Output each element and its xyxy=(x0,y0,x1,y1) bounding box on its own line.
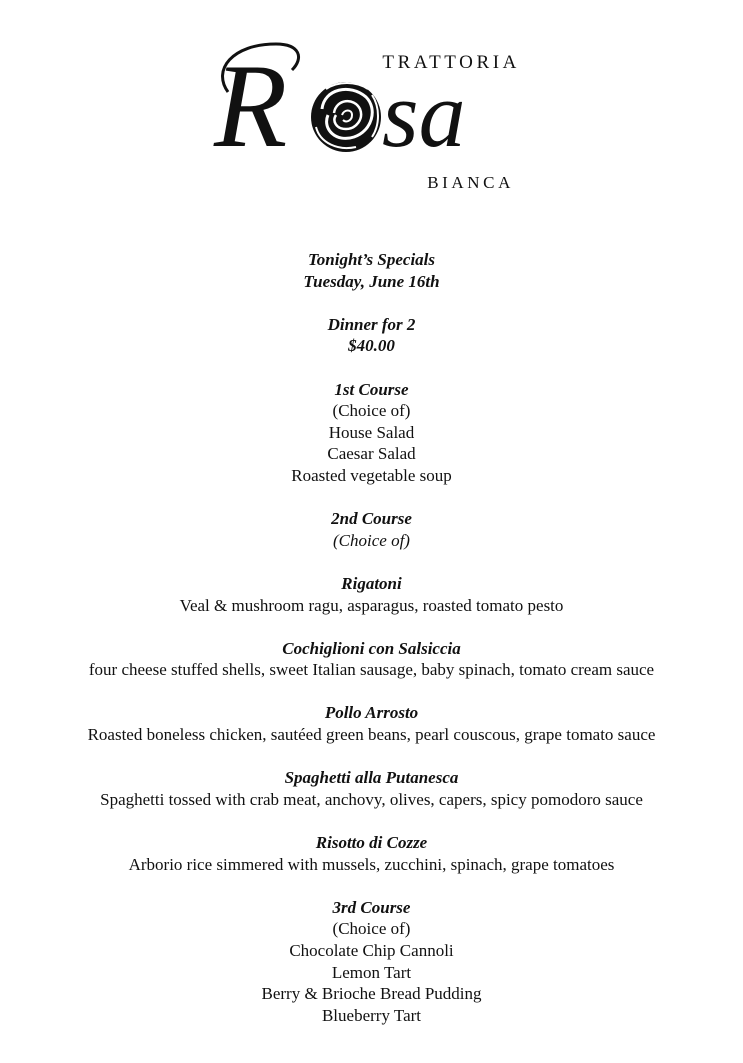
specials-menu xyxy=(0,249,743,1026)
third-course-title: 3rd Course xyxy=(332,897,411,917)
dish-description: Veal & mushroom ragu, asparagus, roasted tomato pesto xyxy=(179,595,564,615)
dish-name: Rigatoni xyxy=(341,573,402,593)
third-course-item: Berry & Brioche Bread Pudding xyxy=(261,984,482,1004)
dish-description: Spaghetti tossed with crab meat, anchovy, olives, capers, spicy pomodoro sauce xyxy=(100,789,643,809)
menu-date: Tuesday, June 16th xyxy=(303,271,440,291)
third-course-item: Blueberry Tart xyxy=(321,1005,422,1025)
logo-bottom-word: BIANCA xyxy=(427,173,514,192)
restaurant-logo xyxy=(0,0,743,200)
third-course-item: Chocolate Chip Cannoli xyxy=(289,941,454,960)
offer-label: Dinner for 2 xyxy=(327,314,416,334)
logo-top-word: TRATTORIA xyxy=(382,52,520,73)
second-course-title: 2nd Course xyxy=(331,509,412,529)
dish-name: Risotto di Cozze xyxy=(315,833,428,853)
dish-description: four cheese stuffed shells, sweet Italian sausage, baby spinach, tomato cream sauce xyxy=(88,660,655,680)
first-course-item: Roasted vegetable soup xyxy=(291,465,452,485)
first-course-note: (Choice of) xyxy=(332,401,411,421)
dish-name: Cochiglioni con Salsiccia xyxy=(282,638,461,658)
dish-name: Spaghetti alla Putanesca xyxy=(284,768,459,788)
logo-letters-sa: sa xyxy=(382,63,466,167)
third-course-item: Lemon Tart xyxy=(331,962,412,982)
first-course-title: 1st Course xyxy=(334,379,409,399)
first-course-item: Caesar Salad xyxy=(327,444,416,464)
dish-name: Pollo Arrosto xyxy=(324,703,419,723)
third-course-note: (Choice of) xyxy=(332,919,411,939)
first-course-item: House Salad xyxy=(328,422,415,442)
logo-letter-r: R xyxy=(214,39,288,172)
second-course-note: (Choice of) xyxy=(333,530,410,550)
offer-price: $40.00 xyxy=(348,336,395,356)
rose-icon xyxy=(311,82,381,152)
dish-description: Roasted boneless chicken, sautéed green beans, pearl couscous, grape tomato sauce xyxy=(87,725,656,745)
menu-title: Tonight’s Specials xyxy=(307,250,436,269)
dish-description: Arborio rice simmered with mussels, zucchini, spinach, grape tomatoes xyxy=(128,854,615,874)
